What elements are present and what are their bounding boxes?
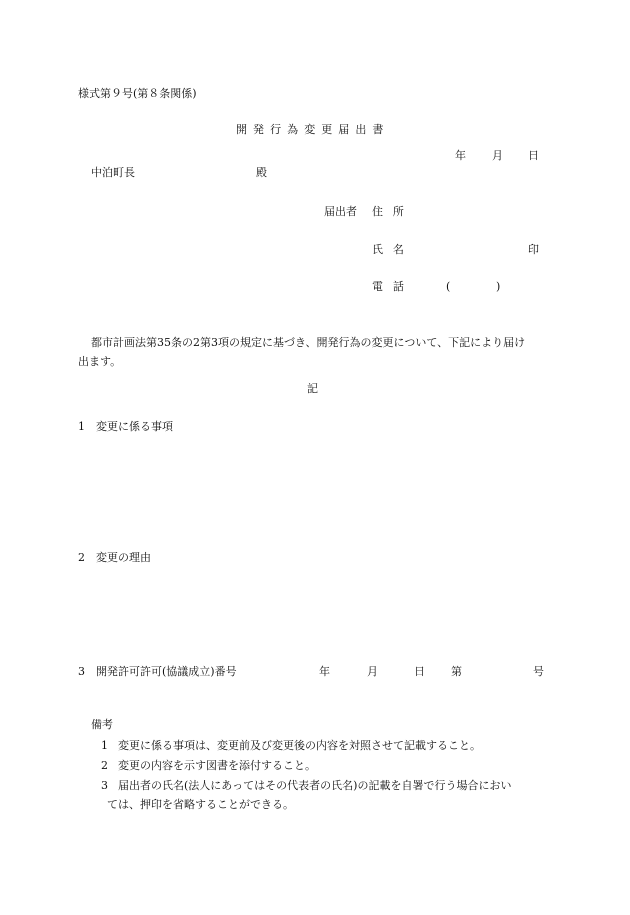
form-number: 様式第９号(第８条関係) — [78, 87, 197, 100]
body-text-line-1: 都市計画法第35条の2第3項の規定に基づき、開発行為の変更について、下記により届け — [91, 336, 526, 349]
item-3-label: 開発許可許可(協議成立)番号 — [96, 665, 237, 678]
notes-heading: 備考 — [91, 718, 113, 731]
body-text-line-2: 出ます。 — [78, 355, 122, 368]
permit-go: 号 — [533, 665, 544, 678]
name-label: 氏名 — [372, 243, 414, 256]
permit-day: 日 — [414, 665, 425, 678]
note-3-text-continued: ては、押印を省略することができる。 — [107, 798, 294, 811]
note-2-text: 変更の内容を示す図書を添付すること。 — [118, 759, 316, 772]
item-2-label: 変更の理由 — [96, 551, 151, 564]
note-2-number: 2 — [101, 759, 108, 772]
note-1-number: 1 — [101, 739, 108, 752]
item-2-number: 2 — [78, 551, 85, 564]
seal-mark: 印 — [528, 243, 539, 256]
ki-heading: 記 — [307, 382, 318, 395]
form-title: 開発行為変更届出書 — [236, 123, 390, 136]
address-label: 住所 — [372, 205, 414, 218]
note-3-number: 3 — [101, 779, 108, 792]
addressee-name: 中泊町長 — [91, 166, 135, 179]
phone-open-paren: ( — [446, 280, 451, 293]
note-3-text: 届出者の氏名(法人にあってはその代表者の氏名)の記載を自署で行う場合におい — [118, 779, 512, 792]
date-day: 日 — [528, 149, 539, 162]
item-1-number: 1 — [78, 420, 85, 433]
note-1-text: 変更に係る事項は、変更前及び変更後の内容を対照させて記載すること。 — [118, 739, 481, 752]
permit-year: 年 — [319, 665, 330, 678]
item-1-label: 変更に係る事項 — [96, 420, 173, 433]
phone-label: 電話 — [372, 280, 414, 293]
item-3-number: 3 — [78, 665, 85, 678]
applicant-label: 届出者 — [324, 205, 357, 218]
permit-dai: 第 — [451, 665, 462, 678]
permit-month: 月 — [367, 665, 378, 678]
addressee-honorific: 殿 — [256, 166, 267, 179]
date-year: 年 — [455, 149, 466, 162]
date-month: 月 — [492, 149, 503, 162]
phone-close-paren: ) — [496, 280, 501, 293]
